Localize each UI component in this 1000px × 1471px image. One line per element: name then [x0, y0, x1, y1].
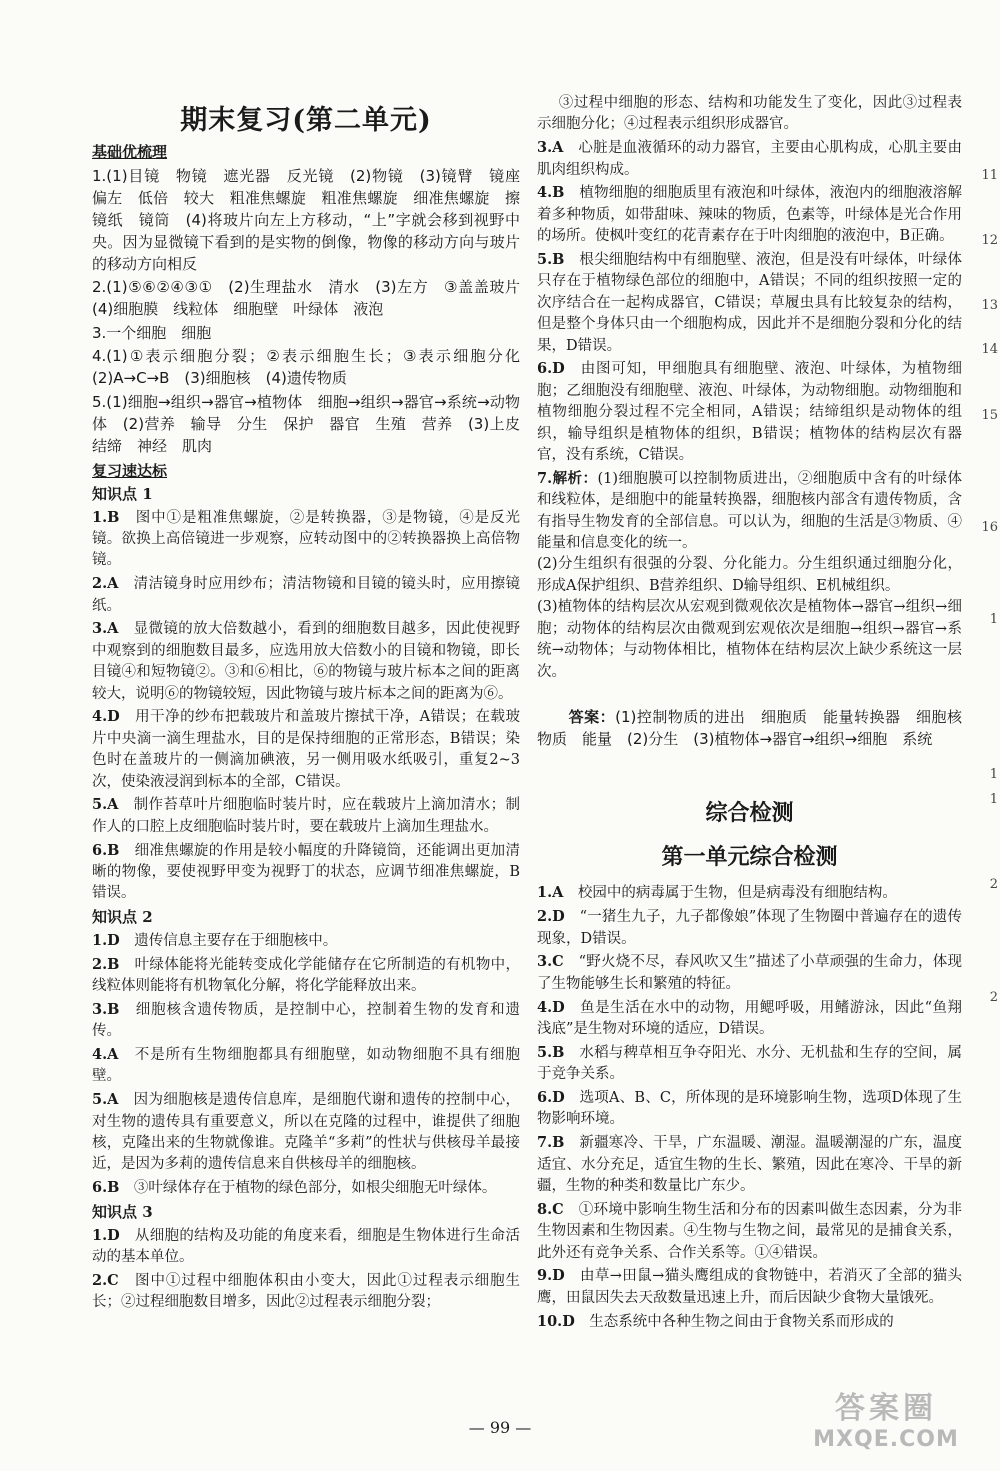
- answer-key: 9.D: [537, 1267, 565, 1285]
- list-item: [92, 618, 520, 705]
- section-review-label: 复习速达标: [92, 461, 168, 480]
- list-item: [92, 1177, 520, 1199]
- explanation-text: 由草→田鼠→猫头鹰组成的食物链中，若消灭了全部的猫头鹰，田鼠因失去天敌数量迅速上升，而后因缺少食物大量饿死。: [537, 1268, 962, 1306]
- explanation-text: 叶绿体能将光能转变成化学能储存在它所制造的有机物中，线粒体则能将有机物氧化分解，将化学能释放出来。: [92, 956, 520, 995]
- list-item: [537, 951, 962, 995]
- kp2-list: [92, 930, 520, 1200]
- section-title: 综合检测: [705, 801, 794, 827]
- list-item: [537, 1199, 962, 1264]
- knowledge-point-1-label: 知识点 1: [92, 484, 153, 503]
- explanation-text: 用干净的纱布把载玻片和盖玻片擦拭干净，A错误；在载玻片中央滴一滴生理盐水，目的是保持细胞的正常形态，B错误；染色时在盖玻片的一侧滴加碘液，另一侧用吸水纸吸引，重复2~3次，使染液浸润到标本的全部，C错误。: [92, 709, 520, 790]
- edge-number: 1: [989, 792, 998, 807]
- edge-number: 12: [981, 233, 998, 248]
- knowledge-point-3-label: 知识点 3: [92, 1202, 153, 1221]
- explanation-text: (1)细胞膜可以控制物质进出，②细胞质中含有的叶绿体和线粒体，是细胞中的能量转换器，细胞核内部含有遗传物质，含有指导生物发育的全部信息。可以认为，细胞的生活是③物质、④能量和信息变化的统一。 (2)分生组织有很强的分裂、分化能力。分生组织通过细胞分化，形成A保护组织、B营养组织、D输导组织、E机械组织。 (3)植物体的结构层次从宏观到微观依次是植物体→器官→组织→细胞；动物体的结构层次由微观到宏观依次是细胞→组织→器官→系统→动物体；与动物体相比，植物体在结构层次上缺少系统这一层次。: [537, 470, 962, 680]
- explanation-text: 清洁镜身时应用纱布；清洁物镜和目镜的镜头时，应用擦镜纸。: [92, 576, 520, 614]
- list-item: 4.(1)①表示细胞分裂；②表示细胞生长；③表示细胞分化 (2)A→C→B (3)细胞核 (4)遗传物质: [92, 347, 536, 388]
- watermark-bottom: MXQE.COM: [813, 1427, 959, 1452]
- page-title: 期末复习(第二单元): [180, 105, 432, 136]
- answer-text: (1)控制物质的进出 细胞质 能量转换器 细胞核 物质 能量 (2)分生 (3)植物体→器官→组织→细胞 系统: [537, 708, 978, 749]
- answer-key: 2.B: [92, 955, 120, 973]
- explanation-text: 从细胞的结构及功能的角度来看，细胞是生物体进行生命活动的基本单位。: [92, 1227, 520, 1266]
- list-item: [537, 137, 962, 181]
- explanation-text: 生态系统中各种生物之间由于食物关系而形成的: [574, 1313, 894, 1330]
- explanation-text: “一猪生九子，九子都像娘”体现了生物圈中普遍存在的遗传现象，D错误。: [537, 909, 962, 947]
- kp3-list: [92, 1225, 520, 1314]
- watermark-logo: [786, 1391, 986, 1457]
- list-item: [537, 1311, 962, 1333]
- list-item: [537, 358, 962, 466]
- right-column: [537, 93, 978, 1334]
- explanation-text: 水稻与稗草相互争夺阳光、水分、无机盐和生存的空间，属于竞争关系。: [537, 1044, 962, 1083]
- edge-number: 2: [989, 877, 998, 892]
- edge-number: 2: [989, 990, 998, 1005]
- explanation-text: 心脏是血液循环的动力器官，主要由心肌构成，心肌主要由肌肉组织构成。: [537, 140, 962, 178]
- answer-key: 1.D: [92, 1226, 120, 1244]
- basic-list: [92, 165, 536, 457]
- list-item: 2.(1)⑤⑥②④③① (2)生理盐水 清水 (3)左方 ③盖盖玻片 (4)细胞膜 线粒体 细胞壁 叶绿体 液泡: [92, 278, 536, 319]
- edge-number: 16: [981, 520, 998, 535]
- list-item: [92, 954, 520, 998]
- explanation-text: 遗传信息主要存在于细胞核中。: [119, 932, 338, 949]
- list-item: [537, 249, 962, 357]
- list-item: [537, 182, 962, 247]
- answer-key: 1.D: [92, 931, 120, 949]
- list-item: [537, 882, 962, 904]
- list-item: [92, 1089, 520, 1176]
- answer-key: 4.B: [537, 184, 565, 202]
- answer-key: 1.B: [92, 508, 120, 526]
- edge-number: 11: [981, 168, 998, 183]
- explanation-text: 显微镜的放大倍数越小，看到的细胞数目越多，因此使视野中观察到的细胞数目最多，应选用放大倍数小的目镜和物镜，即长目镜④和短物镜②。③和⑥相比，⑥的物镜与玻片标本之间的距离较大，说明⑥的物镜较短，因此物镜与玻片标本之间的距离为⑥。: [92, 621, 520, 702]
- explanation-text: 不是所有生物细胞都具有细胞壁，如动物细胞不具有细胞壁。: [92, 1047, 520, 1085]
- explanation-text: “野火烧不尽，春风吹又生”描述了小草顽强的生命力，体现了生物能够生长和繁殖的特征。: [537, 954, 962, 992]
- explanation-text: 因为细胞核是遗传信息库，是细胞代谢和遗传的控制中心，对生物的遗传具有重要意义，所以在克隆的过程中，谁提供了细胞核，克隆出来的生物就像谁。克隆羊“多莉”的性状与供核母羊最接近，是因为多莉的遗传信息来自供核母羊的细胞核。: [92, 1092, 520, 1173]
- answer-key: 4.A: [92, 1046, 119, 1064]
- answer-key: 6.B: [92, 841, 120, 859]
- answer-key: 3.C: [537, 953, 564, 971]
- list-item: [92, 999, 520, 1043]
- answer-block: [537, 684, 978, 772]
- explanation-text: ①环境中影响生物生活和分布的因素叫做生态因素，分为非生物因素和生物因素。④生物与生物之间，最常见的是捕食关系，此外还有竞争关系、合作关系等。①④错误。: [537, 1201, 962, 1261]
- explanation-text: 制作苔草叶片细胞临时装片时，应在载玻片上滴加清水；制作人的口腔上皮细胞临时装片时，要在载玻片上滴加生理盐水。: [92, 797, 520, 835]
- answer-key: 2.C: [92, 1271, 119, 1289]
- list-item: [537, 1087, 962, 1131]
- continued-text: ③过程中细胞的形态、结构和功能发生了变化，因此③过程表示细胞分化；④过程表示组织形成器官。: [537, 95, 962, 133]
- answer-label: 答案：: [568, 708, 616, 727]
- test-list: [537, 882, 962, 1333]
- answer-key: 6.D: [537, 360, 565, 378]
- list-item: [92, 706, 520, 793]
- answer-key: 7.B: [537, 1134, 565, 1152]
- edge-number: 15: [981, 408, 998, 423]
- answer-key: 7.解析：: [537, 469, 598, 487]
- list-item: [92, 930, 520, 952]
- list-item: [92, 507, 520, 572]
- list-item: [537, 468, 962, 683]
- answer-key: 6.B: [92, 1179, 120, 1197]
- answer-key: 5.A: [92, 1091, 119, 1109]
- left-column: [92, 0, 536, 1315]
- answer-key: 3.A: [92, 620, 119, 638]
- answer-key: 8.C: [537, 1200, 564, 1218]
- unit-test-title: 第一单元综合检测: [661, 845, 838, 871]
- answer-key: 2.D: [537, 908, 565, 926]
- list-item: 1.(1)目镜 物镜 遮光器 反光镜 (2)物镜 (3)镜臂 镜座 偏左 低倍 较大 粗准焦螺旋 粗准焦螺旋 细准焦螺旋 擦镜纸 镜筒 (4)将玻片向左上方移动，“上”字就会移到视野中央。因为显微镜下看到的是实物的倒像，物像的移动方向与玻片的移动方向相反: [92, 167, 536, 273]
- page-number: — 99 —: [468, 1418, 532, 1437]
- answer-key: 4.D: [92, 708, 120, 726]
- answer-key: 4.D: [537, 998, 565, 1016]
- answer-key: 5.B: [537, 1043, 565, 1061]
- explanation-text: 校园中的病毒属于生物，但是病毒没有细胞结构。: [563, 885, 897, 902]
- section-basic-label: 基础优梳理: [92, 143, 168, 161]
- edge-number: 14: [981, 342, 998, 357]
- right-list: [537, 137, 962, 683]
- list-item: [92, 840, 520, 905]
- explanation-text: 图中①过程中细胞体积由小变大，因此①过程表示细胞生长；②过程细胞数目增多，因此②过程表示细胞分裂；: [92, 1272, 520, 1311]
- explanation-text: 由图可知，甲细胞具有细胞壁、液泡、叶绿体，为植物细胞；乙细胞没有细胞壁、液泡、叶绿体，为动物细胞。动物细胞和植物细胞分裂过程不完全相同，A错误；结缔组织是动物体的组织，输导组织是植物体的组织，B错误；植物体的结构层次有器官，没有系统，C错误。: [537, 361, 962, 464]
- edge-marks: [962, 0, 1000, 1471]
- explanation-text: 新疆寒冷、干旱，广东温暖、潮湿。温暖潮湿的广东，温度适宜、水分充足，适宜生物的生长、繁殖，因此在寒冷、干旱的新疆，生物的种类和数量比广东少。: [537, 1135, 962, 1194]
- list-item: [92, 573, 520, 617]
- kp1-list: [92, 507, 520, 905]
- explanation-text: 图中①是粗准焦螺旋，②是转换器，③是物镜，④是反光镜。欲换上高倍镜进一步观察，应转动图中的②转换器换上高倍物镜。: [92, 509, 520, 569]
- edge-number: 1: [989, 767, 998, 782]
- list-item: 5.(1)细胞→组织→器官→植物体 细胞→组织→器官→系统→动物体 (2)营养 输导 分生 保护 器官 生殖 营养 (3)上皮 结缔 神经 肌肉: [92, 392, 536, 455]
- list-item: [92, 1270, 520, 1314]
- edge-number: 13: [981, 298, 998, 313]
- list-item: [92, 1225, 520, 1269]
- list-item: [92, 794, 520, 838]
- answer-key: 3.B: [92, 1000, 120, 1018]
- explanation-text: 鱼是生活在水中的动物，用鳃呼吸，用鳍游泳，因此“鱼翔浅底”是生物对环境的适应，D错误。: [537, 999, 962, 1037]
- list-item: [537, 1265, 962, 1309]
- explanation-text: 植物细胞的细胞质里有液泡和叶绿体，液泡内的细胞液溶解着多种物质，如带甜味、辣味的物质，色素等，叶绿体是光合作用的场所。使枫叶变红的花青素存在于叶肉细胞的液泡中，B正确。: [537, 185, 962, 245]
- explanation-text: 根尖细胞结构中有细胞壁、液泡，但是没有叶绿体，叶绿体只存在于植物绿色部位的细胞中，A错误；不同的组织按照一定的次序结合在一起构成器官，C错误；草履虫具有比较复杂的结构，但是整个身体只由一个细胞构成，因此并不是细胞分裂和分化的结果，D错误。: [537, 252, 962, 354]
- answer-key: 5.A: [92, 796, 119, 814]
- list-item: [537, 997, 962, 1041]
- list-item: [537, 1132, 962, 1197]
- edge-number: 1: [989, 612, 998, 627]
- explanation-text: ③叶绿体存在于植物的绿色部分，如根尖细胞无叶绿体。: [119, 1180, 497, 1197]
- answer-key: 5.B: [537, 251, 565, 269]
- answer-key: 1.A: [537, 884, 564, 902]
- explanation-text: 细胞核含遗传物质，是控制中心，控制着生物的发育和遗传。: [92, 1001, 520, 1040]
- answer-key: 3.A: [537, 139, 564, 157]
- answer-key: 2.A: [92, 575, 119, 593]
- knowledge-point-2-label: 知识点 2: [92, 907, 153, 926]
- answer-key: 10.D: [537, 1312, 575, 1330]
- list-item: [92, 1044, 520, 1088]
- list-item: [537, 1042, 962, 1086]
- answer-key: 6.D: [537, 1088, 565, 1106]
- watermark-top: 答案圈: [835, 1391, 937, 1426]
- explanation-text: 选项A、B、C，所体现的是环境影响生物，选项D体现了生物影响环境。: [537, 1089, 962, 1128]
- list-item: 3.一个细胞 细胞: [92, 323, 212, 342]
- explanation-text: 细准焦螺旋的作用是较小幅度的升降镜筒，还能调出更加清晰的物像，要使视野甲变为视野丁的状态，应调节细准焦螺旋，B错误。: [92, 842, 520, 902]
- list-item: [537, 906, 962, 950]
